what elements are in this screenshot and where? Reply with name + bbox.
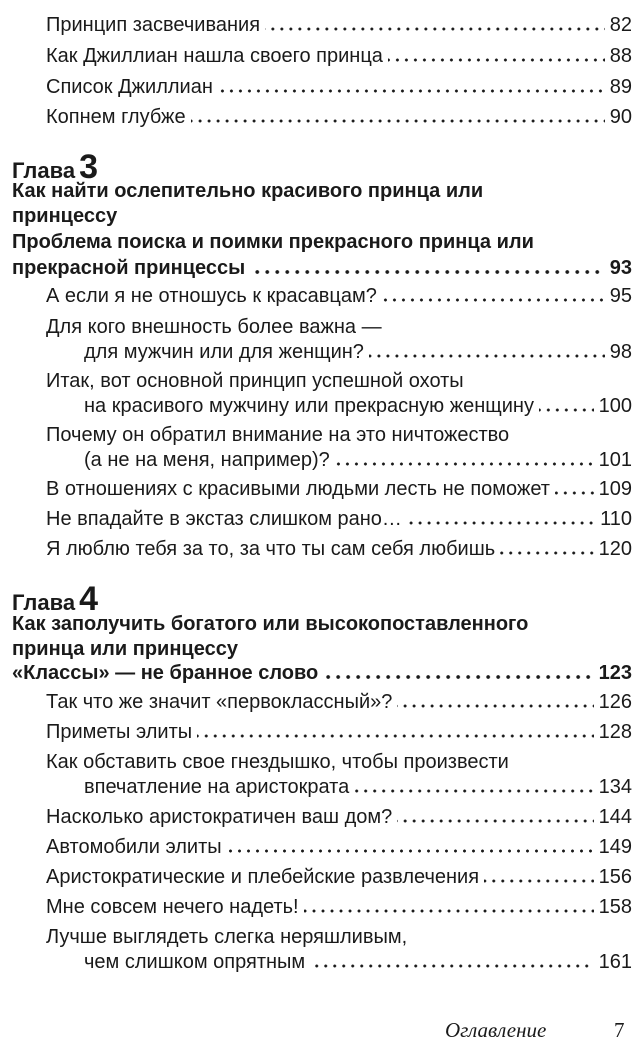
footer-title: Оглавление	[445, 1018, 547, 1042]
dot-leader	[382, 298, 605, 302]
toc-entry-title: Список Джиллиан	[46, 76, 213, 98]
toc-entry-page: 88	[609, 45, 632, 67]
toc-entry-page: 126	[598, 691, 632, 713]
dot-leader	[218, 89, 605, 93]
dot-leader	[197, 734, 594, 738]
toc-entry	[46, 896, 632, 919]
toc-entry-page: 101	[598, 449, 632, 471]
dot-leader	[227, 849, 594, 853]
toc-entry-title: Принцип засвечивания	[46, 14, 261, 36]
toc-entry-title: Так что же значит «первоклассный»?	[46, 691, 393, 713]
toc-entry-page: 128	[598, 721, 632, 743]
toc-entry-page: 89	[609, 76, 632, 98]
toc-entry	[46, 76, 632, 99]
toc-entry	[46, 14, 632, 37]
chapter-title-line: Как найти ослепительно красивого принца или	[12, 180, 484, 202]
toc-entry-title: Автомобили элиты	[46, 836, 222, 858]
toc-entry-page: 161	[598, 951, 632, 973]
toc-entry-page: 120	[598, 538, 632, 560]
chapter-title-line: Как заполучить богатого или высокопоставленного	[12, 613, 529, 635]
toc-entry	[84, 341, 632, 364]
toc-entry	[46, 691, 632, 714]
dot-leader	[335, 462, 594, 466]
toc-entry-title-line: Почему он обратил внимание на это ничтожество	[46, 424, 510, 446]
toc-entry	[46, 538, 632, 561]
toc-entry	[46, 45, 632, 68]
toc-entry-page: 156	[598, 866, 632, 888]
section-title-line: «Классы» — не бранное слово	[12, 662, 319, 684]
toc-entry	[46, 106, 632, 129]
dot-leader	[265, 27, 605, 31]
section-title-line: прекрасной принцессы	[12, 257, 246, 279]
toc-entry	[46, 836, 632, 859]
toc-entry-title-line: Как обставить свое гнездышко, чтобы произвести	[46, 751, 509, 773]
toc-entry-page: 95	[609, 285, 632, 307]
toc-entry-page: 110	[600, 508, 632, 530]
chapter-title-line: принцессу	[12, 205, 118, 227]
toc-entry-title: Мне совсем нечего надеть!	[46, 896, 299, 918]
toc-entry-title-line: впечатление на аристократа	[84, 776, 350, 798]
toc-entry	[46, 478, 632, 501]
dot-leader	[369, 354, 605, 358]
toc-entry-title: Насколько аристократичен ваш дом?	[46, 806, 393, 828]
toc-entry	[46, 866, 632, 889]
toc-entry-page: 149	[598, 836, 632, 858]
toc-entry-title: Как Джиллиан нашла своего принца	[46, 45, 383, 67]
toc-entry-page: 90	[609, 106, 632, 128]
toc-entry-title: Приметы элиты	[46, 721, 193, 743]
page-number: 7	[614, 1018, 625, 1042]
chapter-title-line: принца или принцессу	[12, 638, 238, 660]
dot-leader	[407, 521, 595, 525]
toc-entry-title-line: чем слишком опрятным	[84, 951, 306, 973]
toc-entry	[84, 449, 632, 472]
dot-leader	[555, 491, 594, 495]
toc-entry-page: 109	[598, 478, 632, 500]
chapter-number: 3	[79, 148, 98, 186]
chapter-number: 4	[79, 580, 98, 618]
dot-leader	[354, 789, 593, 793]
toc-entry-page: 123	[598, 662, 632, 684]
toc-entry-title: А если я не отношусь к красавцам?	[46, 285, 377, 307]
toc-entry-page: 98	[609, 341, 632, 363]
dot-leader	[484, 879, 594, 883]
dot-leader	[304, 909, 594, 913]
chapter-label: Глава	[12, 590, 76, 615]
toc-entry	[46, 806, 632, 829]
dot-leader	[323, 675, 593, 679]
toc-entry-title-line: (а не на меня, например)?	[84, 449, 330, 471]
toc-entry-title: Не впадайте в экстаз слишком рано…	[46, 508, 402, 530]
toc-entry-page: 134	[598, 776, 632, 798]
toc-section	[12, 257, 632, 280]
toc-entry-page: 144	[598, 806, 632, 828]
toc-section	[12, 662, 632, 685]
toc-entry-page: 100	[598, 395, 632, 417]
toc-entry-title: В отношениях с красивыми людьми лесть не поможет	[46, 478, 550, 500]
toc-entry-title-line: Лучше выглядеть слегка неряшливым,	[46, 926, 408, 948]
toc-entry-title-line: на красивого мужчину или прекрасную женщину	[84, 395, 534, 417]
dot-leader	[310, 964, 593, 968]
toc-entry-title-line: для мужчин или для женщин?	[84, 341, 364, 363]
toc-entry-title-line: Итак, вот основной принцип успешной охоты	[46, 370, 464, 392]
dot-leader	[191, 119, 605, 123]
dot-leader	[397, 819, 593, 823]
toc-entry-title: Копнем глубже	[46, 106, 186, 128]
toc-entry-page: 82	[609, 14, 632, 36]
dot-leader	[500, 551, 593, 555]
toc-entry	[46, 508, 632, 531]
toc-entry-title: Я люблю тебя за то, за что ты сам себя любишь	[46, 538, 496, 560]
dot-leader	[539, 408, 594, 412]
toc-entry	[84, 395, 632, 418]
dot-leader	[388, 58, 605, 62]
toc-entry-title-line: Для кого внешность более важна —	[46, 316, 382, 338]
toc-entry-title: Аристократические и плебейские развлечения	[46, 866, 480, 888]
dot-leader	[397, 704, 593, 708]
toc-entry	[46, 721, 632, 744]
toc-entry-page: 158	[598, 896, 632, 918]
toc-entry	[84, 776, 632, 799]
toc-entry	[46, 285, 632, 308]
toc-entry	[84, 951, 632, 974]
toc-entry-page: 93	[609, 257, 632, 279]
dot-leader	[250, 270, 605, 274]
chapter-label: Глава	[12, 158, 76, 183]
section-title-line: Проблема поиска и поимки прекрасного принца или	[12, 231, 534, 253]
